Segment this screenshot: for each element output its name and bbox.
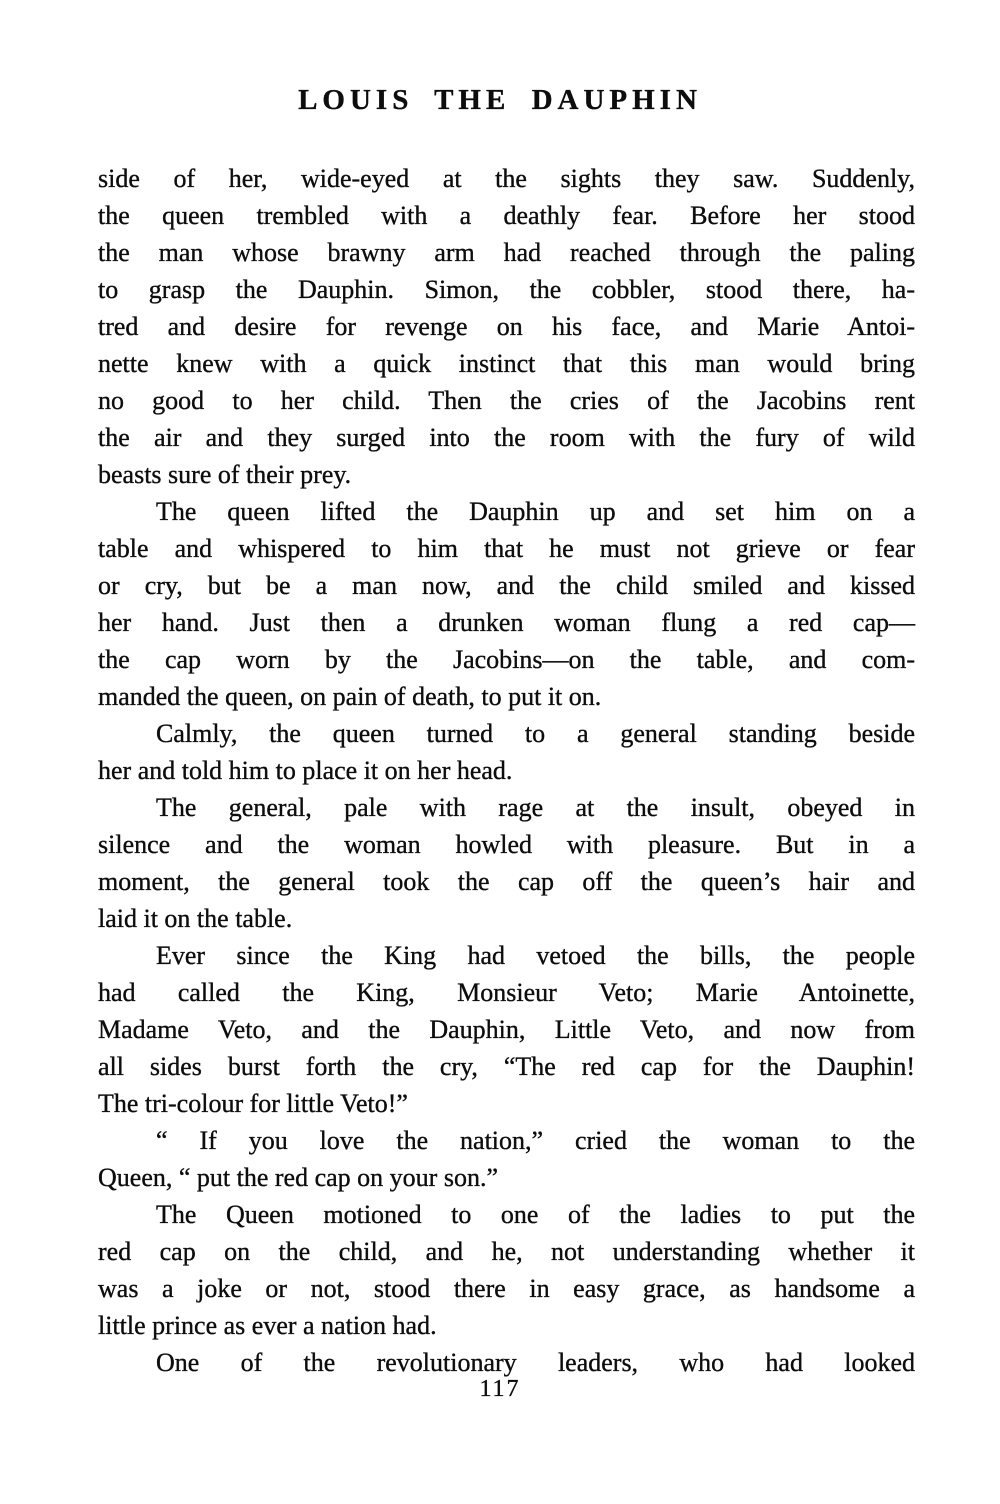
text-line: had called the King, Monsieur Veto; Marie Antoinette, (98, 978, 915, 1007)
text-line: One of the revolutionary leaders, who had looked (156, 1348, 915, 1377)
text-line: beasts sure of their prey. (98, 460, 352, 489)
text-line: no good to her child. Then the cries of the Jacobins rent (98, 386, 915, 415)
text-line: The general, pale with rage at the insult, obeyed in (156, 793, 915, 822)
text-line: silence and the woman howled with pleasure. But in a (98, 830, 915, 859)
text-line: tred and desire for revenge on his face, and Marie Antoi- (98, 312, 915, 341)
text-line: The Queen motioned to one of the ladies to put the (156, 1200, 915, 1229)
text-line: her hand. Just then a drunken woman flung a red cap— (98, 608, 915, 637)
text-line: Ever since the King had vetoed the bills, the people (156, 941, 915, 970)
text-line: to grasp the Dauphin. Simon, the cobbler, stood there, ha- (98, 275, 915, 304)
text-line: The queen lifted the Dauphin up and set him on a (156, 497, 915, 526)
text-line: The tri-colour for little Veto!” (98, 1089, 408, 1118)
text-line: the air and they surged into the room with the fury of wild (98, 423, 915, 452)
page-number: 117 (479, 1376, 521, 1402)
text-line: red cap on the child, and he, not understanding whether it (98, 1237, 915, 1266)
text-line: was a joke or not, stood there in easy grace, as handsome a (98, 1274, 915, 1303)
text-line: the queen trembled with a deathly fear. Before her stood (98, 201, 915, 230)
text-line: nette knew with a quick instinct that this man would bring (98, 349, 915, 378)
text-line: Madame Veto, and the Dauphin, Little Veto, and now from (98, 1015, 915, 1044)
text-line: little prince as ever a nation had. (98, 1311, 437, 1340)
text-line: Queen, “ put the red cap on your son.” (98, 1163, 498, 1192)
text-line: or cry, but be a man now, and the child smiled and kissed (98, 571, 915, 600)
text-line: the man whose brawny arm had reached through the paling (98, 238, 915, 267)
text-line: manded the queen, on pain of death, to put it on. (98, 682, 602, 711)
text-line: all sides burst forth the cry, “The red cap for the Dauphin! (98, 1052, 915, 1081)
text-line: side of her, wide-eyed at the sights they saw. Suddenly, (98, 164, 915, 193)
text-line: Calmly, the queen turned to a general standing beside (156, 719, 915, 748)
text-line: her and told him to place it on her head. (98, 756, 513, 785)
text-line: laid it on the table. (98, 904, 293, 933)
text-line: the cap worn by the Jacobins—on the table, and com- (98, 645, 915, 674)
text-line: “ If you love the nation,” cried the woman to the (156, 1126, 915, 1155)
page-title: LOUIS THE DAUPHIN (298, 84, 702, 116)
text-line: moment, the general took the cap off the queen’s hair and (98, 867, 915, 896)
page-body (98, 160, 915, 1381)
text-line: table and whispered to him that he must not grieve or fear (98, 534, 915, 563)
